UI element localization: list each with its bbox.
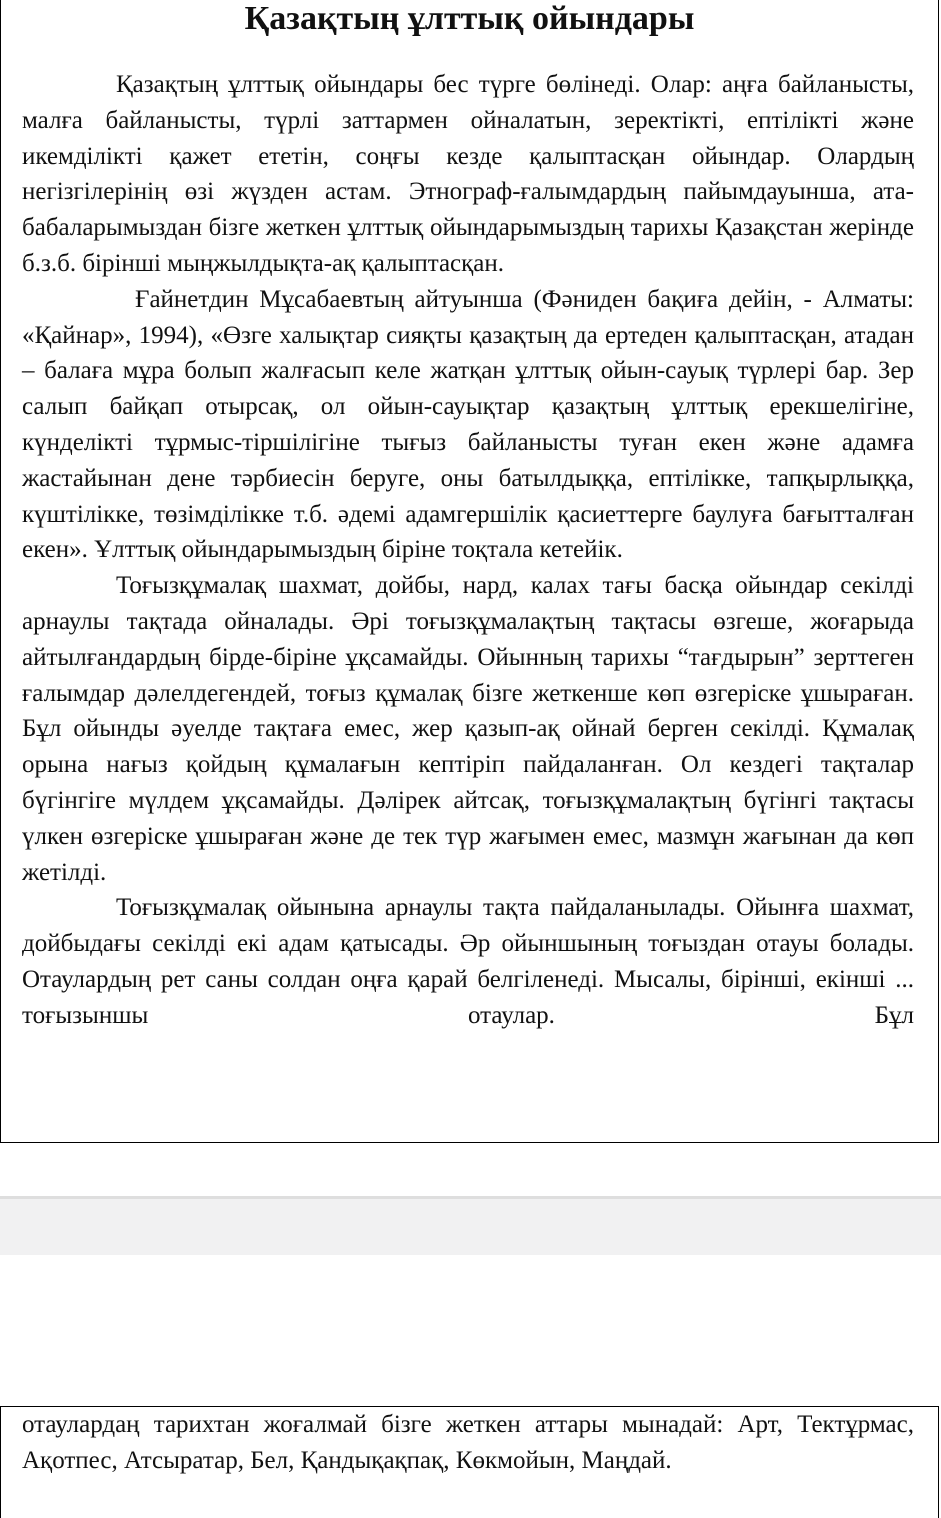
paragraph-4: Тоғызқұмалақ ойынына арнаулы тақта пайдаланылады. Ойынға шахмат, дойбыдағы секілді екі адам қатысады. Әр ойыншының тоғыздан отауы болады. Отаулардың рет саны солдан оңға қарай белгіленеді. Мысалы, бірінші, екінші ... тоғызыншы отаулар. Бұл <box>22 894 914 1029</box>
page-gap <box>0 1199 941 1255</box>
document-page-2 <box>0 1406 939 1518</box>
paragraph-3: Тоғызқұмалақ шахмат, дойбы, нард, калах тағы басқа ойындар секілді арнаулы тақтада ойналады. Әрі тоғызқұмалақтың тақтасы өзгеше, жоғарыда айтылғандардың бірде-біріне ұқсамайды. Ойынның тарихы “тағдырын” зерттеген ғалымдар дәлелдегендей, тоғыз құмалақ бізге жеткенше көп өзгеріске ұшыраған. Бұл ойынды әуелде тақтаға емес, жер қазып-ақ ойнай берген секілді. Құмалақ орына нағыз қойдың құмалағын кептіріп пайдаланған. Ол кездегі тақталар бүгінгіге мүлдем ұқсамайды. Дәлірек айтсақ, тоғызқұмалақтың бүгінгі тақтасы үлкен өзгеріске ұшыраған және де тек түр жағымен емес, мазмұн жағынан да көп жетілді. <box>22 572 914 886</box>
paragraph-1: Қазақтың ұлттық ойындары бес түрге бөлінеді. Олар: аңға байланысты, малға байланысты, түрлі заттармен ойналатын, зеректікті, ептілікті және икемділікті қажет ететін, соңғы кезде қалыптасқан ойындар. Олардың негізгілерінің өзі жүзден астам. Этнограф-ғалымдардың пайымдауынша, ата-бабаларымыздан бізге жеткен ұлттық ойындарымыздың тарихы Қазақстан жерінде б.з.б. бірінші мыңжылдықта-ақ қалыптасқан. <box>22 71 914 277</box>
document-title: Қазақтың ұлттық ойындары <box>244 0 695 37</box>
paragraph-4-continuation: отаулардаң тарихтан жоғалмай бізге жеткен аттары мынадай: Арт, Тектұрмас, Ақотпес, Атсыратар, Бел, Қандықақпақ, Көкмойын, Маңдай. <box>22 1411 914 1474</box>
paragraph-2: Ғайнетдин Мұсабаевтың айтуынша (Фәниден бақиға дейін, - Алматы: «Қайнар», 1994), «Өзге халықтар сияқты қазақтың да ертеден қалыптасқан, атадан – балаға мұра болып жалғасып келе жатқан ұлттық ойын-сауық түрлері бар. Зер салып байқап отырсақ, ол ойын-сауықтар қазақтың ұлттық ерекшелігіне, күнделікті тұрмыс-тіршілігіне тығыз байланысты туған екен және адамға жастайынан дене тәрбиесін беруге, оны батылдыққа, ептілікке, тапқырлыққа, күштілікке, төзімділікке т.б. әдемі адамгершілік қасиеттерге баулуға бағытталған екен». Ұлттық ойындарымыздың біріне тоқтала кетейік. <box>22 285 914 564</box>
page-1-body <box>22 67 914 1034</box>
page-2-body <box>22 1407 914 1479</box>
